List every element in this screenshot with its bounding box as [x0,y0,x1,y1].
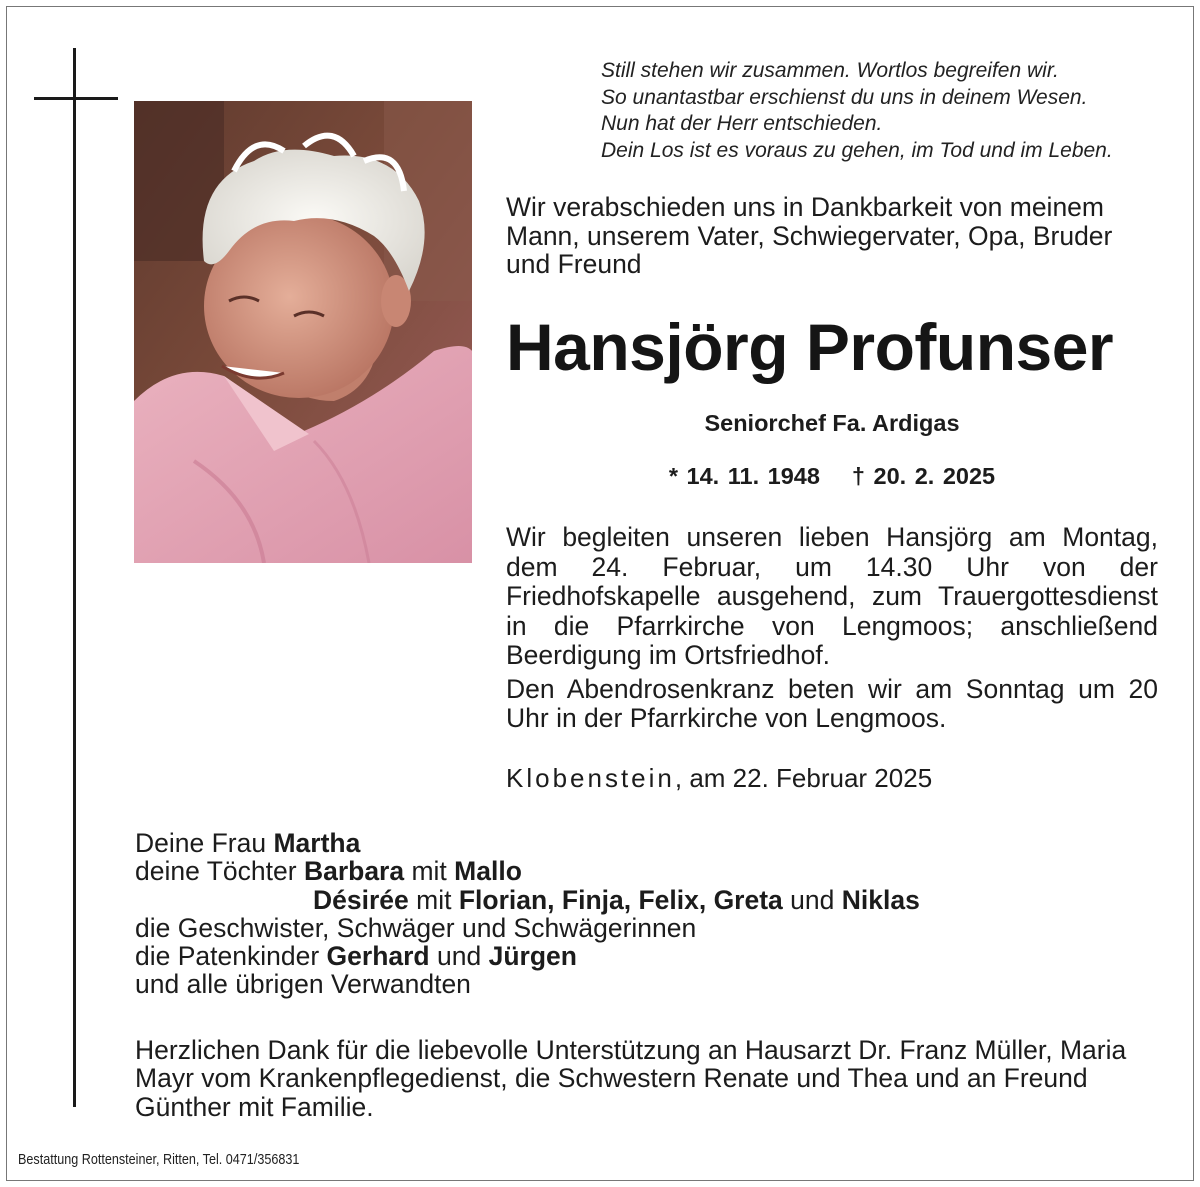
poem-line: Dein Los ist es voraus zu gehen, im Tod und im Leben. [601,138,1113,162]
mourner-name: Désirée [313,884,409,915]
mourner-text: und [782,884,842,915]
poem-line: Nun hat der Herr entschieden. [601,112,883,135]
funeral-home-footer: Bestattung Rottensteiner, Ritten, Tel. 0471/356831 [18,1151,300,1168]
mourner-name: Florian, Finja, Felix, Greta [458,884,783,915]
mourner-name: Martha [273,828,361,858]
mourner-text: Deine Frau [135,828,274,858]
mourner-line [135,829,1175,857]
mourner-line: und alle übrigen Verwandten [135,969,471,1000]
poem [601,58,1181,164]
mourner-text: und [429,941,489,972]
cross-vertical-bar [73,48,76,1107]
mourner-line [135,886,1175,914]
mourner-name: Jürgen [488,941,577,972]
place-date [506,763,932,793]
notice-date: , am 22. Februar 2025 [674,763,933,793]
cross-horizontal-bar [34,97,118,100]
intro-text: Wir verabschieden uns in Dankbarkeit von meinem Mann, unserem Vater, Schwiegervater, Opa, Bruder und Freund [506,192,1113,279]
mourner-text: die Patenkinder [135,941,327,972]
funeral-details [506,523,1158,734]
funeral-paragraph: Wir begleiten unseren lieben Hansjörg am Montag, dem 24. Februar, um 14.30 Uhr von der Friedhofskapelle ausgehend, zum Trauergottesdienst in die Pfarrkirche von Lengmoos; anschließend Beerdigung im Ortsfriedhof. [506,522,1158,670]
mourner-line [135,857,1175,885]
birth-date: * 14. 11. 1948 [668,463,820,489]
poem-line: So unantastbar erschienst du uns in deinem Wesen. [601,85,1088,109]
death-date: † 20. 2. 2025 [851,463,996,489]
deceased-name: Hansjörg Profunser [506,310,1114,384]
place-name: Klobenstein [506,763,675,793]
mourner-line: die Geschwister, Schwäger und Schwägerinnen [135,912,697,943]
mourner-name: Barbara [303,856,405,887]
mourner-line [135,942,1175,970]
deceased-role: Seniorchef Fa. Ardigas [704,410,960,436]
mourners-list [135,829,1175,999]
life-dates [506,462,1158,490]
mourner-text: deine Töchter [135,856,304,887]
poem-line: Still stehen wir zusammen. Wortlos begreifen wir. [601,59,1059,82]
mourner-text: mit [404,856,455,887]
mourner-name: Gerhard [326,941,430,972]
thanks-text: Herzlichen Dank für die liebevolle Unterstützung an Hausarzt Dr. Franz Müller, Maria Mayr vom Krankenpflegedienst, die Schwestern Renate und Thea und an Freund Günther mit Familie. [135,1035,1127,1122]
mourner-name: Mallo [454,856,522,887]
portrait-photo [134,101,472,563]
rosary-paragraph: Den Abendrosenkranz beten wir am Sonntag um 20 Uhr in der Pfarrkirche von Lengmoos. [506,673,1158,733]
mourner-text: mit [408,884,459,915]
mourner-name: Niklas [841,884,920,915]
